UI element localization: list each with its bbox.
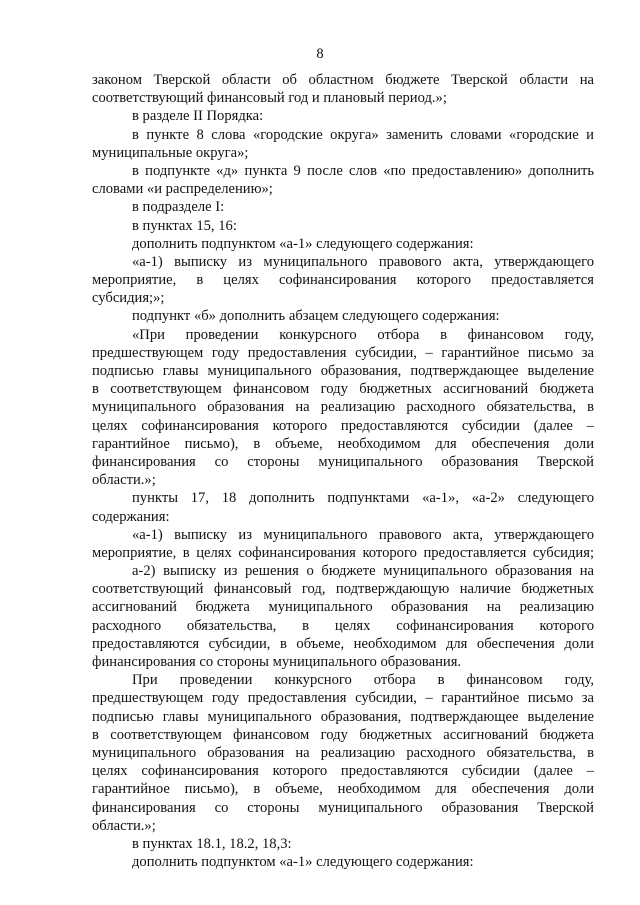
text-line: подписью главы муниципального образования, подтверждающее выделение [92,363,594,379]
text-line: области.»; [92,817,156,834]
text-line: «а-1) выписку из муниципального правового акта, утверждающего [132,526,594,543]
text-line: дополнить подпунктом «а-1» следующего содержания: [132,854,474,871]
text-line: предшествующем году предоставления субсидии, – гарантийное письмо за [92,690,594,707]
text-line: в соответствующем финансовом году бюджетных ассигнований бюджета [92,381,594,398]
text-line: финансирования со стороны муниципального образования Тверской [92,453,594,470]
text-line: целях софинансирования которого предоставляются субсидии (далее – [92,763,594,780]
text-line: в соответствующем финансовом году бюджетных ассигнований бюджета [92,726,594,743]
text-line: в разделе II Порядка: [132,108,264,125]
text-line: муниципального образования на реализацию расходного обязательства, в [92,399,594,416]
text-line: ассигнований бюджета муниципального образования на реализацию [92,599,594,616]
text-line: муниципального образования на реализацию расходного обязательства, в [92,744,594,761]
text-line: подпункт «б» дополнить абзацем следующего содержания: [132,308,500,325]
text-line: финансирования со стороны муниципального образования Тверской [92,799,594,816]
text-line: «а-1) выписку из муниципального правового акта, утверждающего [132,253,594,270]
document-body [92,71,594,871]
text-line: в подпункте «д» пункта 9 после слов «по предоставлению» дополнить [132,162,594,179]
text-line: словами «и распределению»; [92,181,273,198]
text-line: а-2) выписку из решения о бюджете муниципального образования на [132,563,594,580]
text-line: предоставляются субсидии, в объеме, необходимом для обеспечения доли [92,635,594,652]
text-line: целях софинансирования которого предоставляются субсидии (далее – [92,417,594,434]
text-line: мероприятие, в целях софинансирования которого предоставляется субсидия; [92,544,594,561]
text-line: гарантийное письмо), в объеме, необходимом для обеспечения доли [92,781,594,798]
text-line: соответствующий финансовый год и плановый период.»; [92,90,447,107]
text-line: муниципальные округа»; [92,144,249,161]
text-line: гарантийное письмо), в объеме, необходимом для обеспечения доли [92,435,594,452]
text-line: дополнить подпунктом «а-1» следующего содержания: [132,235,474,252]
text-line: финансирования со стороны муниципального образования. [92,654,462,670]
text-line: мероприятие, в целях софинансирования которого предоставляется [92,272,594,289]
page-number: 8 [316,46,324,62]
text-line: «При проведении конкурсного отбора в финансовом году, [132,326,594,343]
text-line: законом Тверской области об областном бюджете Тверской области на [92,72,594,88]
text-line: в подразделе I: [132,199,225,216]
text-line: соответствующий финансовый год, подтверждающую наличие бюджетных [92,581,594,598]
text-line: в пунктах 15, 16: [132,217,237,234]
text-line: области.»; [92,472,156,489]
text-line: При проведении конкурсного отбора в финансовом году, [132,672,594,689]
text-line: содержания: [92,508,170,525]
text-line: подписью главы муниципального образования, подтверждающее выделение [92,708,594,725]
text-line: в пункте 8 слова «городские округа» заменить словами «городские и [132,126,594,143]
text-line: расходного обязательства, в целях софинансирования которого [92,617,594,634]
text-line: пункты 17, 18 дополнить подпунктами «а-1», «а-2» следующего [132,490,594,507]
text-line: в пунктах 18.1, 18.2, 18,3: [132,835,292,852]
text-line: предшествующем году предоставления субсидии, – гарантийное письмо за [92,344,594,361]
text-line: субсидия;»; [92,290,165,307]
